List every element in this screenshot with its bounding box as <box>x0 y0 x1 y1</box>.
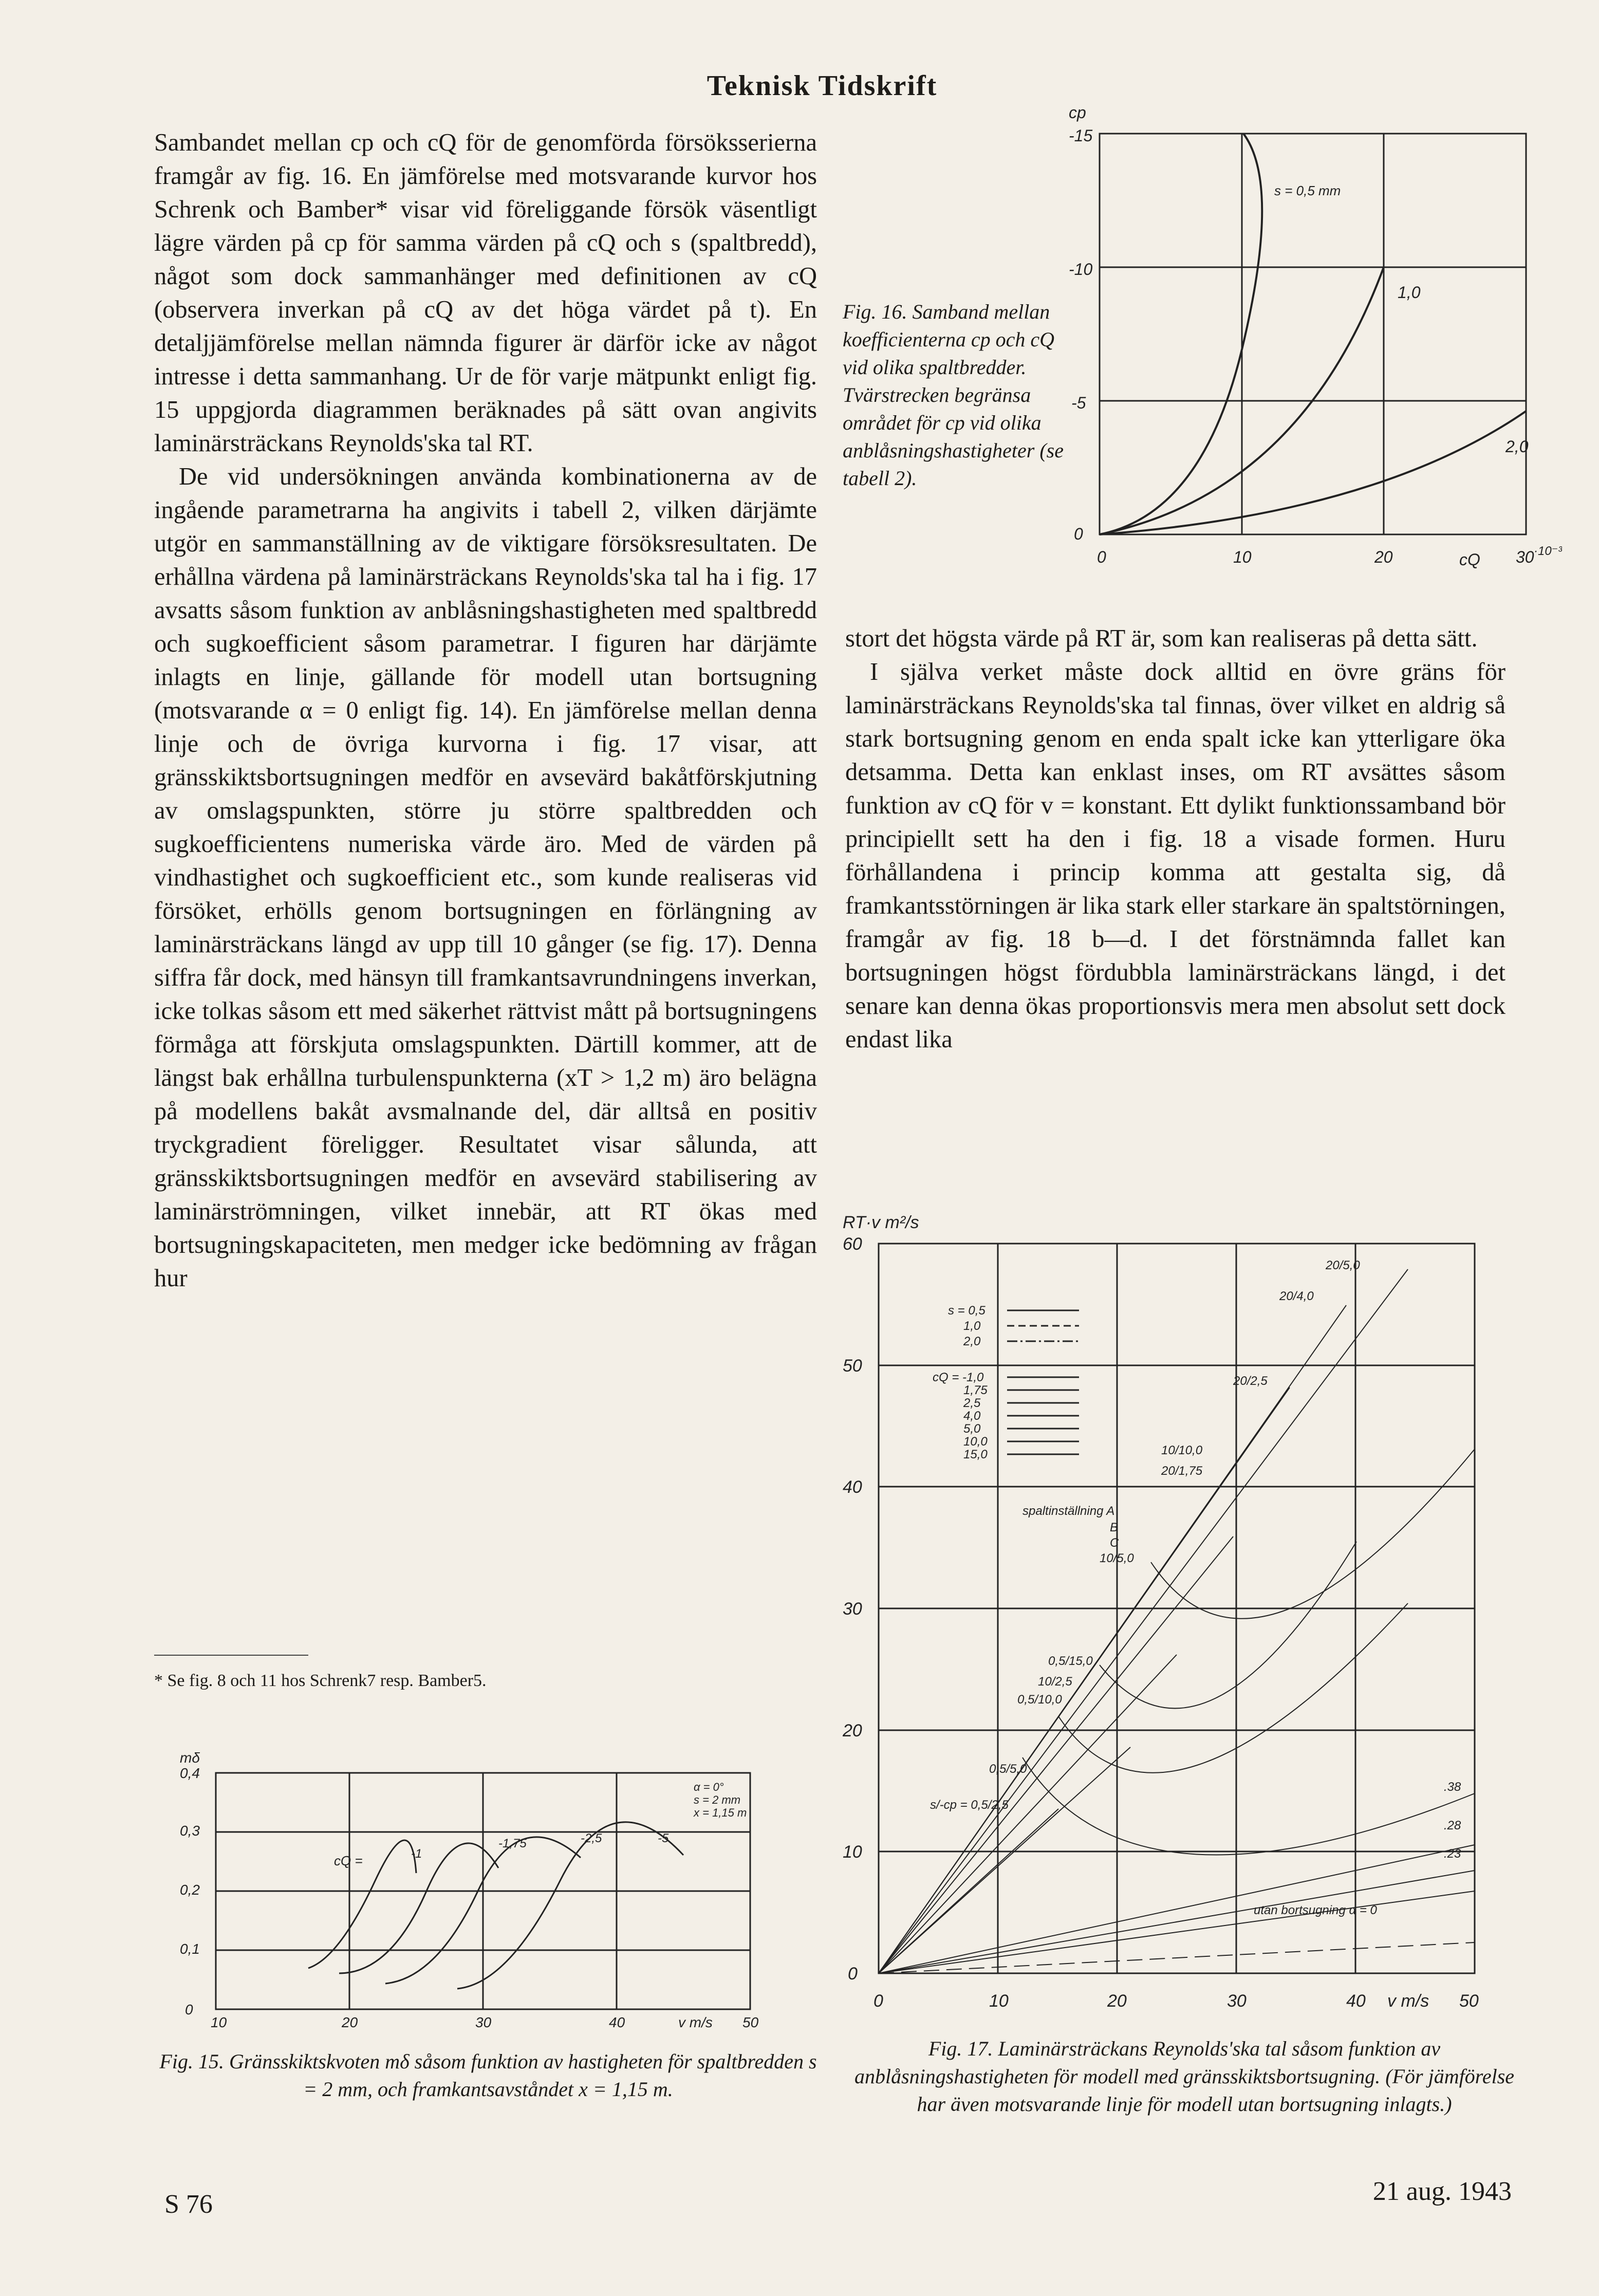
fig16-xtick: 10 <box>1233 548 1252 566</box>
issue-date: 21 aug. 1943 <box>1372 2177 1512 2206</box>
fig16-ylabel: cp <box>1069 103 1086 122</box>
fig17-ytick: 10 <box>843 1842 862 1862</box>
fig17-legend-s: 1,0 <box>963 1319 981 1333</box>
fig17-ratio: 0,5/5,0 <box>989 1762 1027 1776</box>
fig17-legend-pos: C <box>1110 1536 1119 1550</box>
fig15-curve-label: -2,5 <box>581 1831 602 1845</box>
fig17-legend-pos: B <box>1110 1521 1119 1534</box>
fig15-xtick: 10 <box>211 2014 227 2030</box>
figure-17 <box>843 1202 1511 2025</box>
fig17-xtick: 10 <box>989 1991 1009 2011</box>
fig17-xlabel: v m/s <box>1387 1991 1429 2011</box>
fig17-ratio: 10/5,0 <box>1100 1551 1134 1565</box>
fig17-legend-cq: 1,75 <box>963 1383 988 1397</box>
fig15-ytick: 0,1 <box>180 1941 200 1957</box>
fig17-legend-s: s = 0,5 <box>948 1304 986 1318</box>
paragraph: Sambandet mellan cp och cQ för de genomförda försöksserierna framgår av fig. 16. En jämförelse med motsvarande kurvor hos Schrenk och Bamber* visar vid föreliggande försök väsentligt lägre värden på cp för samma värden på cQ och s (spaltbredd), något som dock sammanhänger med definitionen av cQ (observera inverkan på cQ av det höga värdet på t). En detaljjämförelse mellan nämnda figurer är därför icke av något intresse i detta sammanhang. Ur de för varje mätpunkt enligt fig. 15 uppgjorda diagrammen beräknades på sätt ovan angivits laminärsträckans Reynolds'ska tal RT. <box>154 129 817 457</box>
fig17-ratio: 0,5/10,0 <box>1017 1693 1062 1707</box>
fig17-caption: Fig. 17. Laminärsträckans Reynolds'ska tal såsom funktion av anblåsningshastigheten för modell med gränsskiktsbortsugning. (För jämförelse har även motsvarande linje för modell utan bortsugning inlagts.) <box>854 2037 1515 2116</box>
fig16-curve-label: 1,0 <box>1398 283 1421 302</box>
fig17-end-label: .38 <box>1444 1780 1461 1794</box>
fig15-legend: α = 0° <box>694 1781 724 1793</box>
fig17-legend-cq: 4,0 <box>963 1409 981 1423</box>
fig17-ratio: s/-cp = 0,5/2,5 <box>930 1798 1009 1812</box>
fig16-caption: Fig. 16. Samband mellan koefficienterna cp och cQ vid olika spaltbredder. Tvärstrecken begränsa området för cp vid olika anblåsningshastigheter (se tabell 2). <box>843 300 1064 490</box>
fig16-curve-label: 2,0 <box>1505 437 1529 456</box>
fig15-ylabel: mδ <box>180 1750 200 1766</box>
fig17-legend-cq: 2,5 <box>963 1396 981 1410</box>
fig15-legend: x = 1,15 m <box>694 1806 747 1819</box>
fig15-ytick: 0,4 <box>180 1765 200 1781</box>
fig17-ylabel: RT·v m²/s <box>843 1213 919 1232</box>
fig17-legend-pos: spaltinställning A <box>1022 1504 1115 1518</box>
fig16-ytick: -15 <box>1069 126 1093 145</box>
fig16-ytick: 0 <box>1074 525 1083 543</box>
fig17-ratio: 0,5/15,0 <box>1048 1654 1093 1668</box>
footnote-text: * Se fig. 8 och 11 hos Schrenk7 resp. Bamber5. <box>154 1671 487 1690</box>
figure-16 <box>1069 103 1562 576</box>
fig17-xtick: 40 <box>1346 1991 1366 2011</box>
fig17-baseline-label: utan bortsugning α = 0 <box>1254 1903 1377 1917</box>
fig17-ratio: 20/1,75 <box>1161 1464 1203 1478</box>
fig15-xtick: 50 <box>742 2014 759 2030</box>
fig15-xtick: 20 <box>342 2014 358 2030</box>
fig15-xlabel: v m/s <box>678 2014 713 2030</box>
page-number: S 76 <box>164 2190 213 2219</box>
paragraph: De vid undersökningen använda kombinationerna av de ingående parametrarna ha angivits i tabell 2, vilken därjämte utgör en sammanställning av de viktigare försöksresultaten. De erhållna värdena på laminärsträckans Reynolds'ska tal ha i fig. 17 avsatts såsom funktion av anblåsningshastigheten med spaltbredd och sugkoefficient såsom parametrar. I figuren har därjämte inlagts en linje, gällande för modell utan bortsugning (motsvarande α = 0 enligt fig. 14). En jämförelse mellan denna linje och de övriga kurvorna i fig. 17 visar, att gränsskiktsbortsugningen medför en avsevärd bakåtförskjutning av omslagspunkten, större ju större spaltbredden och sugkoefficientens numeriska värde äro. Med de värden på vindhastighet och sugkoefficient etc., som kunde realiseras vid försöket, erhölls genom bortsugningen en förlängning av laminärsträckans längd av upp till 10 gånger (se fig. 17). Denna siffra får dock, med hänsyn till framkantsavrundningens inverkan, icke tolkas såsom ett med säkerhet rättvist mått på bortsugningens förmåga att förskjuta omslagspunkten. Därtill kommer, att de längst bak erhållna turbulenspunkterna (xT > 1,2 m) äro belägna på modellens bakåt avsmalnande del, där alltså en positiv tryckgradient föreligger. Resultatet visar sålunda, att gränsskiktsbortsugningen medför en avsevärd stabilisering av laminärströmningen, vilket innebär, att RT ökas med bortsugningskapaciteten, men medger icke bedömning av frågan hur <box>154 463 817 1292</box>
footnote <box>154 1655 487 1691</box>
fig17-legend-cq: cQ = -1,0 <box>933 1371 984 1384</box>
fig17-ratio: 20/2,5 <box>1233 1374 1268 1388</box>
fig17-legend-cq: 10,0 <box>963 1435 988 1449</box>
fig17-legend-cq: 5,0 <box>963 1422 981 1436</box>
figure-15 <box>170 1742 786 2030</box>
fig16-xlabel: cQ <box>1459 550 1480 569</box>
fig16-ytick: -5 <box>1071 394 1086 412</box>
fig17-ytick: 0 <box>848 1964 858 1984</box>
fig17-ytick: 50 <box>843 1356 862 1376</box>
fig15-legend: s = 2 mm <box>694 1793 741 1806</box>
fig16-curve-label: s = 0,5 mm <box>1274 183 1341 198</box>
fig17-ratio: 10/2,5 <box>1038 1675 1072 1689</box>
fig16-xtick: 0 <box>1097 548 1106 566</box>
fig17-ytick: 60 <box>843 1234 862 1254</box>
fig15-xtick: 30 <box>475 2014 492 2030</box>
fig17-ytick: 40 <box>843 1477 862 1497</box>
fig17-xtick: 0 <box>873 1991 883 2011</box>
fig16-xtick: 30 <box>1516 548 1534 566</box>
fig17-xtick: 30 <box>1227 1991 1247 2011</box>
fig17-ytick: 30 <box>843 1599 862 1619</box>
fig17-xtick: 50 <box>1459 1991 1479 2011</box>
fig16-ytick: -10 <box>1069 260 1093 279</box>
fig17-ratio: 20/4,0 <box>1279 1289 1314 1303</box>
fig15-xtick: 40 <box>609 2014 625 2030</box>
fig16-xtick: 20 <box>1374 548 1393 566</box>
fig15-curve-label: -1,75 <box>498 1837 527 1850</box>
fig15-curve-label: -5 <box>658 1831 669 1845</box>
fig17-ytick: 20 <box>843 1721 862 1740</box>
fig15-caption: Fig. 15. Gränsskiktskvoten mδ såsom funktion av hastigheten för spaltbredden s = 2 mm, och framkantsavståndet x = 1,15 m. <box>159 2050 817 2101</box>
right-column <box>845 622 1505 1056</box>
paragraph: I själva verket måste dock alltid en övre gräns för laminärsträckans Reynolds'ska tal finnas, över vilket en aldrig så stark bortsugning genom en enda spalt icke kan ytterligare öka detsamma. Detta kan enklast inses, om RT avsättes såsom funktion av cQ för v = konstant. Ett dylikt funktionssamband bör principiellt sett ha den i fig. 18 a visade formen. Huru förhållandena i princip komma att gestalta sig, då framkantsstörningen är lika stark eller starkare än spaltstörningen, framgår av fig. 18 b—d. I det förstnämnda fallet kan bortsugningen högst fördubbla laminärsträckans längd, i det senare kan denna ökas proportionsvis mera men absolut sett dock endast lika <box>845 658 1505 1053</box>
fig17-xtick: 20 <box>1107 1991 1127 2011</box>
fig17-legend-box <box>1007 1310 1079 1454</box>
fig16-xunit: ·10⁻³ <box>1534 544 1562 558</box>
fig17-legend-cq: 15,0 <box>963 1448 988 1461</box>
fig17-legend-s: 2,0 <box>963 1335 981 1348</box>
paragraph: stort det högsta värde på RT är, som kan realiseras på detta sätt. <box>845 625 1478 652</box>
fig17-end-label: .23 <box>1444 1847 1461 1861</box>
masthead: Teknisk Tidskrift <box>706 70 938 102</box>
fig15-ytick: 0 <box>185 2002 193 2017</box>
fig15-ytick: 0,2 <box>180 1882 200 1898</box>
fig15-curve-label: -1 <box>411 1847 422 1861</box>
fig17-ratio: 20/5,0 <box>1326 1258 1360 1272</box>
fig15-cq-label: cQ = <box>334 1853 363 1868</box>
left-column <box>154 126 817 1295</box>
fig15-ytick: 0,3 <box>180 1823 200 1839</box>
fig17-end-label: .28 <box>1444 1819 1461 1832</box>
fig17-ratio: 10/10,0 <box>1161 1443 1203 1457</box>
